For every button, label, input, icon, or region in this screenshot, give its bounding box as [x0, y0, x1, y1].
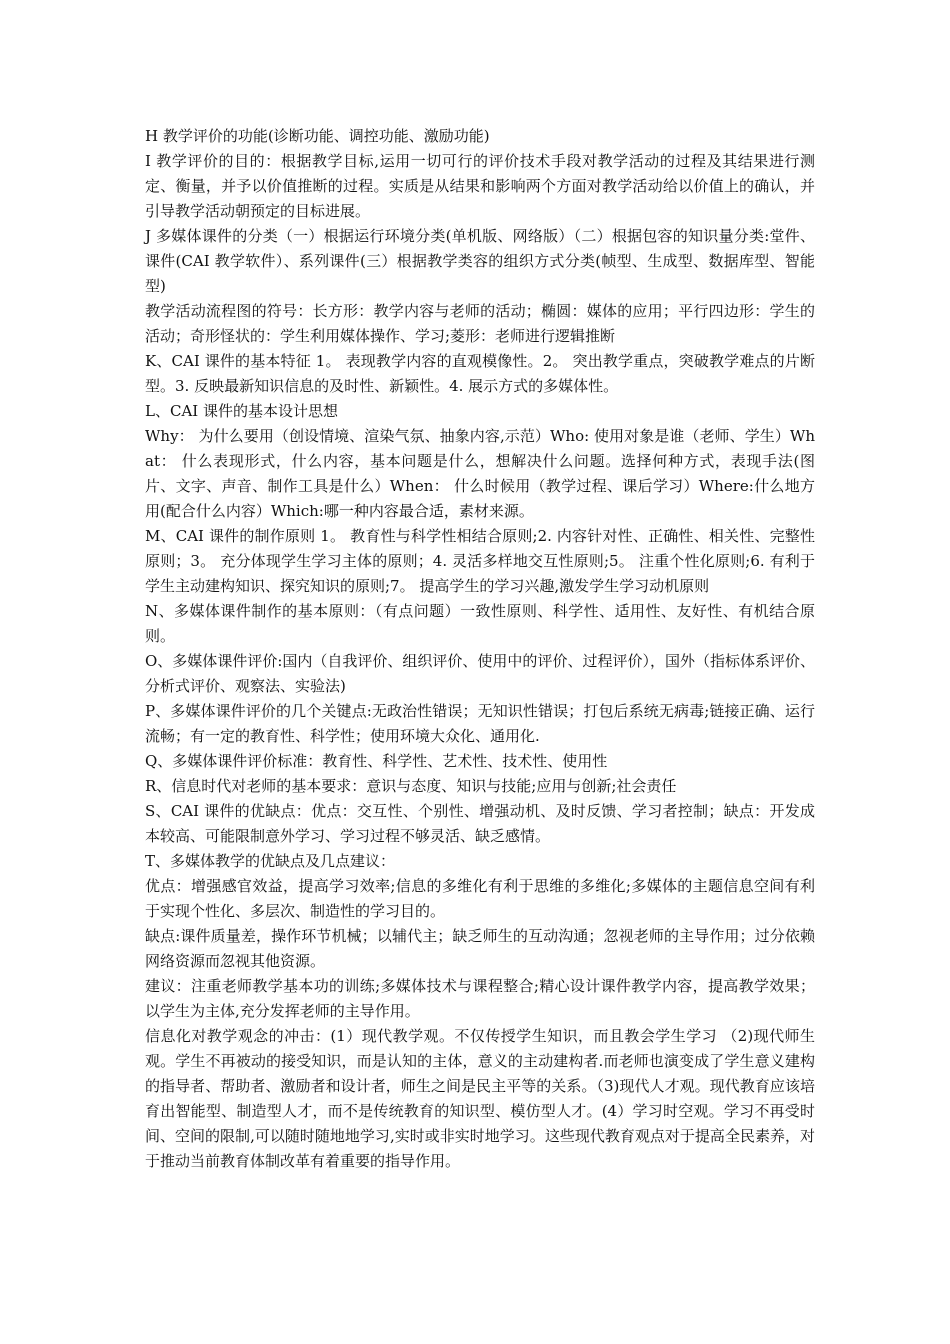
- paragraph-m-production-principles: M、CAI 课件的制作原则 1。 教育性与科学性相结合原则;2. 内容针对性、正确性、相关性、完整性原则；3。 充分体现学生学习主体的原则；4. 灵活多样地交互性原则;5。 注重个性化原则;6. 有利于学生主动建构知识、探究知识的原则;7。 提高学生的学习兴趣,激发学生学习动机原则: [145, 527, 815, 595]
- paragraph-j-courseware-classification: J 多媒体课件的分类（一）根据运行环境分类(单机版、网络版）（二）根据包容的知识量分类:堂件、课件(CAI 教学软件）、系列课件(三）根据教学类容的组织方式分类(帧型、生成型、数据库型、智能型): [145, 227, 815, 295]
- paragraph-flowchart-symbols: 教学活动流程图的符号：长方形：教学内容与老师的活动；椭圆：媒体的应用；平行四边形：学生的活动；奇形怪状的：学生利用媒体操作、学习;菱形：老师进行逻辑推断: [145, 302, 815, 345]
- paragraph-p-key-points: P、多媒体课件评价的几个关键点:无政治性错误；无知识性错误；打包后系统无病毒;链接正确、运行流畅；有一定的教育性、科学性；使用环境大众化、通用化.: [145, 702, 815, 745]
- paragraph-s-pros-cons: S、CAI 课件的优缺点：优点：交互性、个别性、增强动机、及时反馈、学习者控制；缺点：开发成本较高、可能限制意外学习、学习过程不够灵活、缺乏感情。: [145, 802, 815, 845]
- paragraph-advantages: 优点：增强感官效益，提高学习效率;信息的多维化有利于思维的多维化;多媒体的主题信息空间有利于实现个性化、多层次、制造性的学习目的。: [145, 877, 815, 920]
- paragraph-informatization-impact: 信息化对教学观念的冲击：(1）现代教学观。不仅传授学生知识，而且教会学生学习 （2)现代师生观。学生不再被动的接受知识，而是认知的主体，意义的主动建构者.而老师也演变成了学生意义建构的指导者、帮助者、激励者和设计者，师生之间是民主平等的关系。（3)现代人才观。现代教育应该培育出智能型、制造型人才，而不是传统教育的知识型、模仿型人才。(4）学习时空观。学习不再受时间、空间的限制,可以随时随地地学习,实时或非实时地学习。这些现代教育观点对于提高全民素养，对于推动当前教育体制改革有着重要的指导作用。: [145, 1027, 815, 1170]
- paragraph-disadvantages: 缺点:课件质量差，操作环节机械；以辅代主；缺乏师生的互动沟通；忽视老师的主导作用；过分依赖网络资源而忽视其他资源。: [145, 927, 815, 970]
- paragraph-r-teacher-requirements: R、信息时代对老师的基本要求：意识与态度、知识与技能;应用与创新;社会责任: [145, 777, 677, 795]
- paragraph-h-evaluation-functions: H 教学评价的功能(诊断功能、调控功能、激励功能): [145, 127, 490, 145]
- paragraph-suggestions: 建议：注重老师教学基本功的训练;多媒体技术与课程整合;精心设计课件教学内容，提高教学效果；以学生为主体,充分发挥老师的主导作用。: [145, 977, 815, 1020]
- paragraph-l-design-ideas-heading: L、CAI 课件的基本设计思想: [145, 402, 338, 420]
- document-body: [145, 124, 815, 1174]
- paragraph-5w-questions: Why： 为什么要用（创设情境、渲染气氛、抽象内容,示范）Who: 使用对象是谁（老师、学生）What： 什么表现形式，什么内容，基本问题是什么，想解决什么问题。选择何种方式，表现手法(图片、文字、声音、制作工具是什么）When： 什么时候用（教学过程、课后学习）Where:什么地方用(配合什么内容）Which:哪一种内容最合适，素材来源。: [145, 427, 815, 520]
- paragraph-q-evaluation-standards: Q、多媒体课件评价标准：教育性、科学性、艺术性、技术性、使用性: [145, 752, 608, 770]
- paragraph-k-cai-features: K、CAI 课件的基本特征 1。 表现教学内容的直观模像性。2。 突出教学重点，突破教学难点的片断型。3. 反映最新知识信息的及时性、新颖性。4. 展示方式的多媒体性。: [145, 352, 815, 395]
- paragraph-t-heading: T、多媒体教学的优缺点及几点建议：: [145, 852, 396, 870]
- paragraph-i-evaluation-purpose: I 教学评价的目的：根据教学目标,运用一切可行的评价技术手段对教学活动的过程及其结果进行测定、衡量，并予以价值推断的过程。实质是从结果和影响两个方面对教学活动给以价值上的确认，并引导教学活动朝预定的目标进展。: [145, 152, 815, 220]
- paragraph-n-basic-principles: N、多媒体课件制作的基本原则：（有点问题）一致性原则、科学性、适用性、友好性、有机结合原则。: [145, 602, 815, 645]
- paragraph-o-courseware-evaluation: O、多媒体课件评价:国内（自我评价、组织评价、使用中的评价、过程评价），国外（指标体系评价、分析式评价、观察法、实验法): [145, 652, 815, 695]
